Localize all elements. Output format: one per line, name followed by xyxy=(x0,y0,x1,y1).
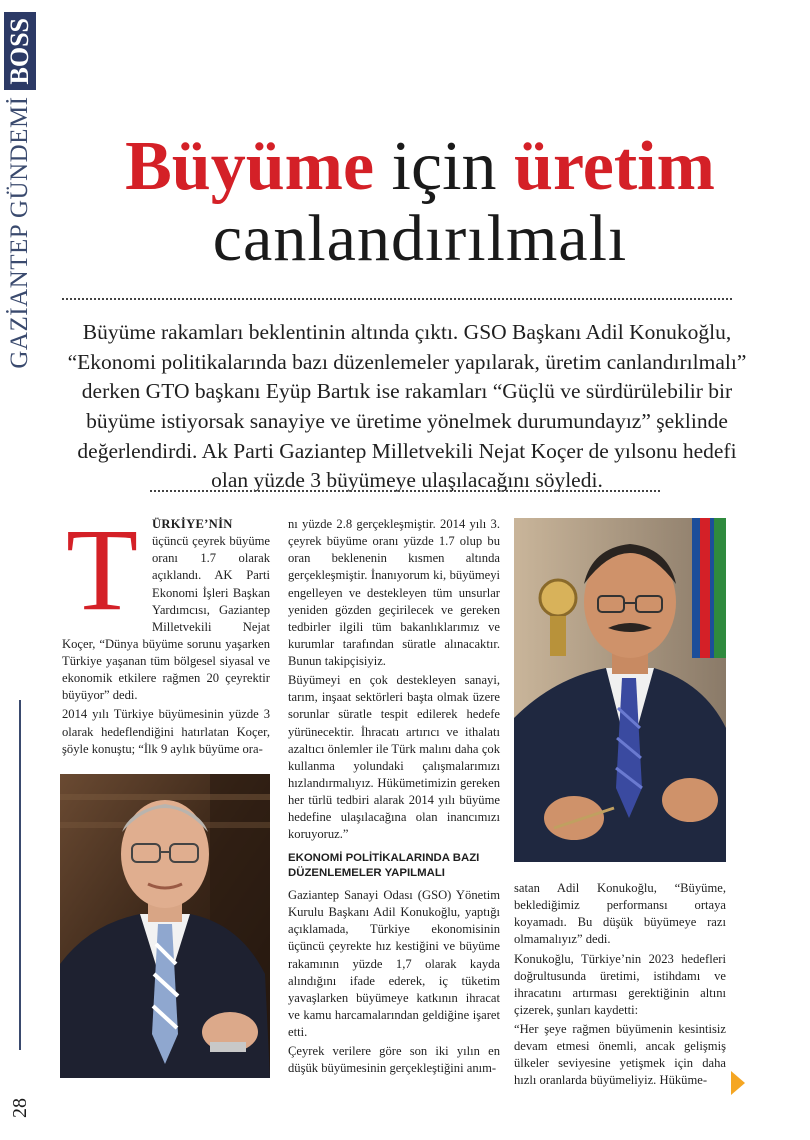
lead-paragraph: Büyüme rakamları beklentinin altında çıktı. GSO Başkanı Adil Konukoğlu, “Ekonomi politikalarında bazı düzenlemeler yapılarak, üretim canlandırılmalı” derken GTO başkanı Eyüp Bartık ise rakamları “Güçlü ve sürdürülebilir bir büyüme istiyorsak sanayiye ve üretime yönelmek durumundayız” şeklinde değerlendirdi. Ak Parti Gaziantep Milletvekili Nejat Koçer de yılsonu hedefi olan yüzde 3 büyümeye ulaşılacağını söyledi. xyxy=(67,320,747,493)
article-paragraph: nı yüzde 2.8 gerçekleşmiştir. 2014 yılı 3. çeyrek büyüme oranı yüzde 1.7 olup bu oran beklenenin kısmen altında gerçekleşmiştir. İnanıyorum ki, büyümeyi engelleyen ve destekleyen tüm unsurlar yeniden gözden geçirilecek ve gereken tedbirler ilgili tüm bakanlıklarımız ve kurumlar tarafından süratle alınacaktır. Bunun takipçisiyiz. xyxy=(288,517,500,668)
headline-word-3: üretim xyxy=(514,128,715,205)
section-title: GAZİANTEP GÜNDEMİ xyxy=(6,96,33,369)
article-paragraph: Konukoğlu, Türkiye’nin 2023 hedefleri doğrultusunda üretimi, istihdamı ve ihracatını artırması gerektiğinin altını çizerek, şunları kaydetti: xyxy=(514,951,726,1017)
continue-arrow-icon xyxy=(731,1071,745,1095)
side-band xyxy=(0,0,40,1140)
article-paragraph: “Her şeye rağmen büyümenin kesintisiz devam etmesi önemli, ancak gelişmiş ülkeler seviyesine yetişmek için daha hızlı oranlarda büyümeliyiz. Hüküme- xyxy=(514,1022,726,1088)
headline-word-1: Büyüme xyxy=(125,128,375,205)
headline-line-1 xyxy=(60,128,780,205)
top-dotted-rule xyxy=(62,298,732,300)
side-divider xyxy=(19,700,21,1050)
headline-line-2: canlandırılmalı xyxy=(212,202,628,275)
article-paragraph: Çeyrek verilere göre son iki yılın en düşük büyümesinin gerçekleştiğini anım- xyxy=(288,1044,500,1076)
headline xyxy=(60,128,780,275)
article-paragraph: Büyümeyi en çok destekleyen sanayi, tarım, inşaat sektörleri başta olmak üzere sorunlar süratle tespit edilerek hedefe yürünecektir. İhracatı artırıcı ve ithalatı azaltıcı önlemler ile Türk malını daha çok kullanma yolundaki çalışmalarımızı hızlandırmalıyız. Hükümetimizin gereken her türlü tedbiri alarak 2014 yılı büyüme hedefine ulaşılacağına olan inancımızı koruyoruz.” xyxy=(288,673,500,842)
article-paragraph: Gaziantep Sanayi Odası (GSO) Yönetim Kurulu Başkanı Adil Konukoğlu, yaptığı açıklamada, Türkiye ekonomisinin üçüncü çeyrekte hız kestiğini ve büyüme rakamının yüzde 1,7 olarak kayda alındığını ifade ederek, iç tüketim yavaşlarken büyümeye katkının ihracat ve kamu harcamalarından geldiğine işaret etti. xyxy=(288,888,500,1040)
lead-word: ÜRKİYE’NİN xyxy=(152,517,233,531)
paragraph-text: üçüncü çeyrek büyüme oranı 1.7 olarak açıklandı. AK Parti Ekonomi İşleri Başkan Yardımcısı, Gaziantep Milletvekili Nejat Koçer, “Dünya büyüme sorunu yaşarken Türkiye yaşanan tüm bölgesel siyasal ve ekonomik etkilere rağmen 20 çeyrektir büyüyor” dedi. xyxy=(62,534,270,703)
brand-badge: BOSS xyxy=(4,12,36,91)
page-number xyxy=(4,1088,36,1128)
bottom-dotted-rule xyxy=(150,490,660,492)
article-paragraph xyxy=(62,504,270,704)
page-number-text: 28 xyxy=(8,1098,31,1118)
article-subheading: EKONOMİ POLİTİKALARINDA BAZI DÜZENLEMELER YAPILMALI xyxy=(288,852,480,880)
section-label xyxy=(4,12,36,692)
photo-adil-konukoglu xyxy=(514,518,726,862)
article-column-3 xyxy=(514,880,726,1092)
article-column-2 xyxy=(288,516,500,1079)
article-paragraph: satan Adil Konukoğlu, “Büyüme, beklediğimiz performansı ortaya koyamadı. Bu düşük büyümeye razı olmamalıyız” dedi. xyxy=(514,881,726,947)
article-paragraph: 2014 yılı Türkiye büyümesinin yüzde 3 olarak hedeflendiğini hatırlatan Koçer, şöyle konuştu; “İlk 9 aylık büyüme ora- xyxy=(62,707,270,756)
headline-word-2: için xyxy=(391,128,497,205)
article-column-1 xyxy=(62,504,270,760)
photo-nejat-kocer xyxy=(60,774,270,1078)
drop-cap: T xyxy=(65,504,139,635)
